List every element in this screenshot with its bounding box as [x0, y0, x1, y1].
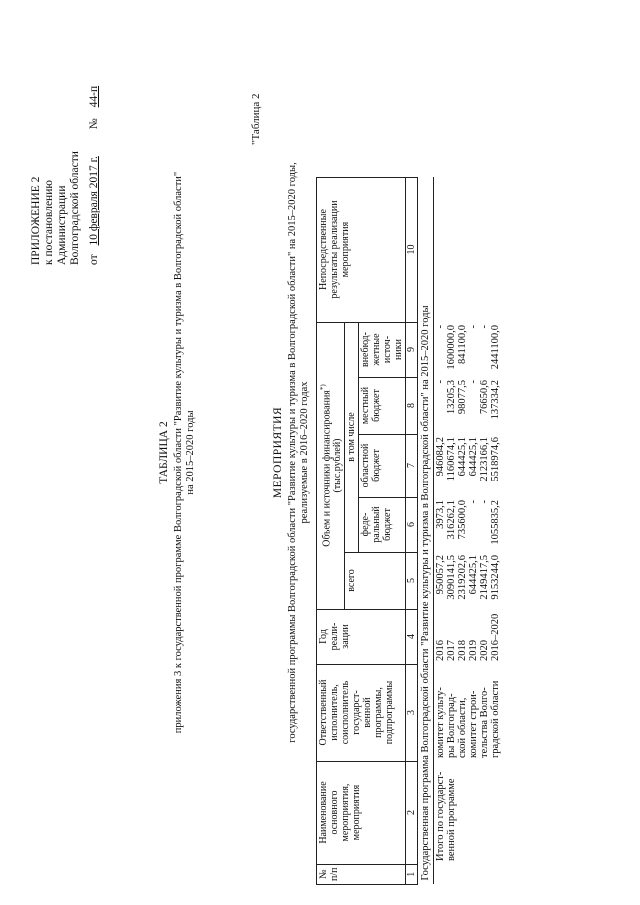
col-number: 5 — [406, 552, 418, 609]
header-funding: Объем и источники финансирования*) (тыс.рублей) — [317, 322, 345, 609]
date-prefix: от — [88, 254, 100, 265]
col-number: 1 — [406, 864, 418, 884]
number-prefix: № — [88, 118, 100, 130]
col-number: 4 — [406, 609, 418, 664]
total-years: 2016 2017 2018 2019 2020 2016–2020 — [435, 613, 502, 662]
header-in-that: в том числе — [345, 322, 359, 552]
approval-block — [30, 86, 101, 265]
column-numbers-row — [406, 177, 418, 884]
total-results — [434, 177, 503, 322]
col-number: 10 — [406, 177, 418, 322]
approval-decree: к постановлению — [43, 180, 55, 265]
number-value: 44-п — [88, 85, 100, 108]
header-row-1 — [317, 177, 345, 884]
approval-region: Волгоградской области — [69, 151, 81, 265]
program-title: Государственная программа Волгоградской области "Развитие культуры и туризма в Волгоградской области" на 2015–2020 годы — [418, 177, 434, 884]
total-sum: 950057,2 3090141,5 2319202,6 644425,1 2149417,5 9153244,0 — [435, 555, 502, 600]
header-regional: областной бюджет — [359, 434, 406, 497]
total-regional: 946084,2 1160674,1 644425,1 644425,1 2123166,1 5518974,6 — [435, 437, 502, 482]
col-number: 6 — [406, 497, 418, 552]
table2-subtitle-years: на 2015–2020 годы — [185, 410, 196, 495]
header-federal: феде- ральный бюджет — [359, 497, 406, 552]
approval-administration: Администрации — [56, 185, 68, 265]
table2-label: "Таблица 2 — [250, 93, 262, 145]
total-local: - 13205,3 98077,5 - 76650,6 137334,2 — [435, 380, 502, 420]
header-name: Наименование основного мероприятия, мероприятия — [317, 761, 406, 864]
col-number: 8 — [406, 377, 418, 434]
total-federal: 3973,1 316262,1 735600,0 - - 1055835,2 — [435, 500, 502, 545]
approval-appendix: ПРИЛОЖЕНИЕ 2 — [30, 176, 42, 265]
header-results: Непосредственные результаты реализации мероприятия — [317, 177, 406, 322]
total-row — [434, 177, 503, 884]
date-value: 10 февраля 2017 г. — [88, 156, 100, 246]
col-number: 9 — [406, 322, 418, 377]
events-subtitle-years: реализуемые в 2016–2020 годах — [299, 381, 310, 524]
table2-title: ТАБЛИЦА 2 — [158, 421, 170, 484]
col-number: 7 — [406, 434, 418, 497]
header-offbudget: внебюд- жетные источ- ники — [359, 322, 406, 377]
header-total: всего — [345, 552, 406, 609]
events-table — [316, 177, 502, 885]
header-local: местный бюджет — [359, 377, 406, 434]
total-executor: комитет культу- ры Волгоград- ской области, комитет строи- тельства Волго- градской области — [435, 680, 502, 759]
approval-date-line — [88, 86, 101, 265]
total-num — [434, 864, 503, 884]
col-number: 3 — [406, 664, 418, 761]
total-offbudget: - 1600000,0 841100,0 - - 2441100,0 — [435, 325, 502, 370]
header-executor: Ответственный исполнитель, соисполнитель государст- венной программы, подпрограммы — [317, 664, 406, 761]
col-number: 2 — [406, 761, 418, 864]
table2-subtitle: приложения 3 к государственной программе Волгоградской области "Развитие культуры и туризма в Волгоградской области" — [173, 171, 184, 734]
events-title: МЕРОПРИЯТИЯ — [272, 406, 284, 499]
events-subtitle: государственной программы Волгоградской области "Развитие культуры и туризма в Волгоградской области" на 2015–2020 годы, — [287, 162, 298, 743]
total-name: Итого по государст- венной программе — [435, 771, 458, 862]
header-year: Год реали- зации — [317, 609, 406, 664]
header-num: № п/п — [317, 864, 406, 884]
program-row — [418, 177, 434, 884]
